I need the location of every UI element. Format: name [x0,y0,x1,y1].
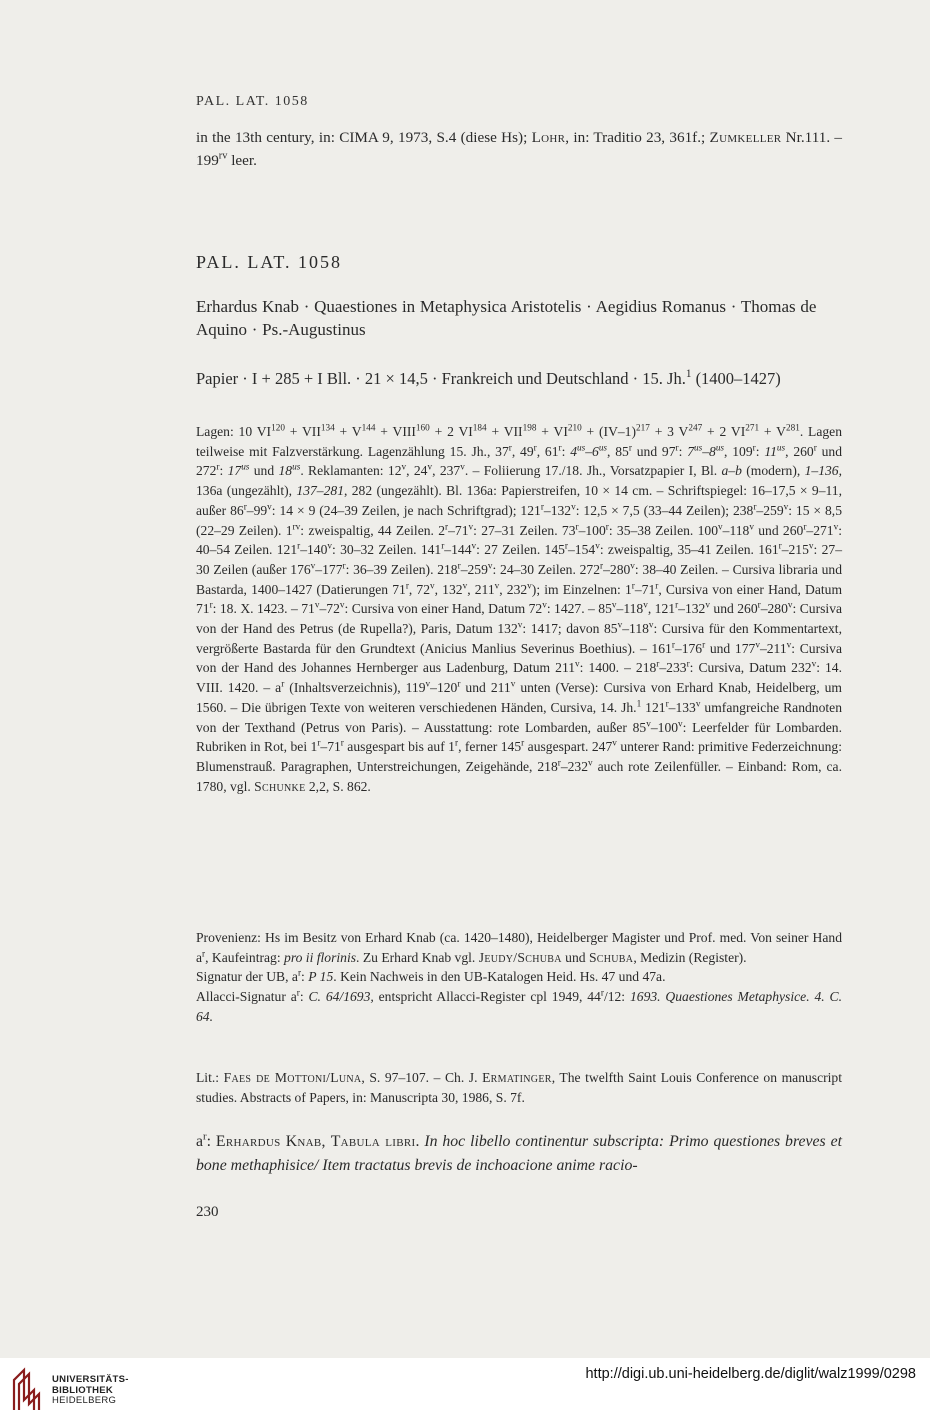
literature-paragraph: Lit.: Faes de Mottoni/Luna, S. 97–107. – Ch. J. Ermatinger, The twelfth Saint Louis Conference on manuscript studies. Abstracts of Papers, in: Manuscripta 30, 1986, S. 7f. [196,1070,842,1105]
lagen-paragraph: Lagen: 10 $VI^{120} + VII^{134} + V^{144}$ + $VIII^{160} + 2$ $VI^{184} + VII^{198} + VI^{210} + (IV-1)^{217} + 3$ $V^{247} + 2$ $VI^{271} + V^{281}$. Lagen teilweise mit Falzverstärkung. Lagenzählung 15. Jh., 37$^r$, 49$^r$, 61$^r$: $4^{us}-6^{us}$, 85$^r$ und 97$^r$: $7^{us}-8^{us}$, 109$^r$: $11^{us}$, 260$^r$ und 272$^r$: $17^{us}$ und $18^{us}$. Reklamanten: 12$^v$, 24$^v$, 237$^v$. – Foliierung 17./18. Jh., Vorsatzpapier I, Bl. a–b (modern), 1–136, 136a (ungezählt), 137–281, 282 (ungezählt). Bl. 136a: Papierstreifen, 10 × 14 cm. – Schriftspiegel: 16–17,5 × 9–11, außer 86$^r$–99$^v$: 14 × 9 (24–39 Zeilen, je nach Schriftgrad); 121$^r$–132$^v$: 12,5 × 7,5 (33–44 Zeilen); 238$^r$–259$^v$: 15 × 8,5 (22–29 Zeilen). $1^{rv}$: zweispaltig, 44 Zeilen. 2$^r$–71$^v$: 27–31 Zeilen. 73$^r$–100$^r$: 35–38 Zeilen. 100$^v$–118$^v$ und 260$^r$–271$^v$: 40–54 Zeilen. 121$^r$–140$^v$: 30–32 Zeilen. 141$^r$–144$^v$: 27 Zeilen. 145$^r$–154$^v$: zweispaltig, 35–41 Zeilen. 161$^r$–215$^v$: 27–30 Zeilen (außer 176$^v$–177$^r$: 36–39 Zeilen). 218$^r$–259$^v$: 24–30 Zeilen. 272$^r$–280$^v$: 38–40 Zeilen. – Cursiva libraria und Bastarda, 1400–1427 (Datierungen 71$^r$, 72$^v$, 132$^v$, 211$^v$, 232$^v$); im Einzelnen: 1$^r$–71$^r$, Cursiva von einer Hand, Datum 71$^r$: 18. X. 1423. – 71$^v$–72$^v$: Cursiva von einer Hand, Datum 72$^v$: 1427. – 85$^v$–118$^v$, 121$^r$–132$^v$ und 260$^r$–280$^v$: Cursiva von der Hand des Petrus (de Rupella?), Paris, Datum 132$^v$: 1417; davon 85$^v$–118$^v$: Cursiva für den Kommentartext, vergrößerte Bastarda für den Grundtext (Anicius Manlius Severinus Boethius). – 161$^r$–176$^r$ und 177$^v$–211$^v$: Cursiva von der Hand des Johannes Hernberger aus Ladenburg, Datum 211$^v$: 1400. – 218$^r$–233$^r$: Cursiva, Datum 232$^v$: 14. VIII. 1420. – $a^r$ (Inhaltsverzeichnis), 119$^v$–120$^r$ und 211$^v$ unten (Verse): Cursiva von Erhard Knab, Heidelberg, um 1560. – Die übrigen Texte von weiteren verschiedenen Händen, Cursiva, 14. Jh.$^1$ 121$^r$–133$^v$ umfangreiche Randnoten von der Texthand (Petrus von Paris). – Ausstattung: rote Lombarden, außer 85$^v$–100$^v$: Leerfelder für Lombarden. Rubriken in Rot, bei 1$^r$–71$^r$ ausgespart bis auf 1$^r$, ferner 145$^r$ ausgespart. 247$^v$ unterer Rand: primitive Federzeichnung: Blumenstrauß. Paragraphen, Unterstreichungen, Zeigehände, 218$^r$–232$^v$ auch rote Zeilenfüller. – Einband: Rom, ca. 1780, vgl. Schunke 2,2, S. 862. [196,422,843,794]
allacci-paragraph: Allacci-Signatur $a^r$: C. 64/1693, entspricht Allacci-Register cpl 1949, 44$^r$/12: 1693. Quaestiones Metaphysice. 4. C. 64. [196,987,842,1024]
section-heading-block [196,252,842,273]
provenienz-block [196,928,842,1027]
source-url-link[interactable]: http://digi.ub.uni-heidelberg.de/diglit/walz1999/0298 [585,1366,916,1382]
intro-paragraph-block [196,126,842,172]
lagen-block [196,422,842,796]
literature-block [196,1068,842,1107]
section-heading: PAL. LAT. 1058 [196,252,343,272]
title-block [196,295,842,341]
library-name-line3: HEIDELBERG [52,1395,117,1406]
physical-description: Papier · I + 285 + I Bll. · 21 × 14,5 · Frankreich und Deutschland · 15. Jh.$^1$ (1400–1427) [196,368,781,388]
title-line: Erhardus Knab · Quaestiones in Metaphysica Aristotelis · Aegidius Romanus · Thomas de Aquino · Ps.-Augustinus [196,297,817,339]
entry-paragraph: $a^r$: Erhardus Knab, Tabula libri. In hoc libello continentur subscripta: Primo questiones breves et bone methaphisice/ Item tractatus brevis de inchoacione anime racio- [196,1130,842,1174]
physical-description-block [196,367,842,390]
university-library-logo [10,1366,44,1414]
intro-paragraph: in the 13th century, in: CIMA 9, 1973, S.4 (diese Hs); Lohr, in: Traditio 23, 361f.; Zumkeller Nr.111. – $199^{rv}$ leer. [196,129,842,169]
entry-block [196,1130,842,1178]
library-name-line1: UNIVERSITÄTS- [52,1374,129,1385]
library-name-line2: BIBLIOTHEK [52,1384,114,1396]
page-number: 230 [196,1204,219,1220]
library-name [52,1375,129,1407]
provenienz-paragraph: Provenienz: Hs im Besitz von Erhard Knab (ca. 1420–1480), Heidelberger Magister und Prof. med. Von seiner Hand $a^r$, Kaufeintrag: pro ii florinis. Zu Erhard Knab vgl. Jeudy/Schuba und Schuba, Medizin (Register). [196,930,842,965]
signatur-paragraph: Signatur der UB, $a^r$: P 15. Kein Nachweis in den UB-Katalogen Heid. Hs. 47 und 47a. [196,967,666,985]
footer-bar [0,1358,930,1425]
running-header: PAL. LAT. 1058 [196,94,309,109]
